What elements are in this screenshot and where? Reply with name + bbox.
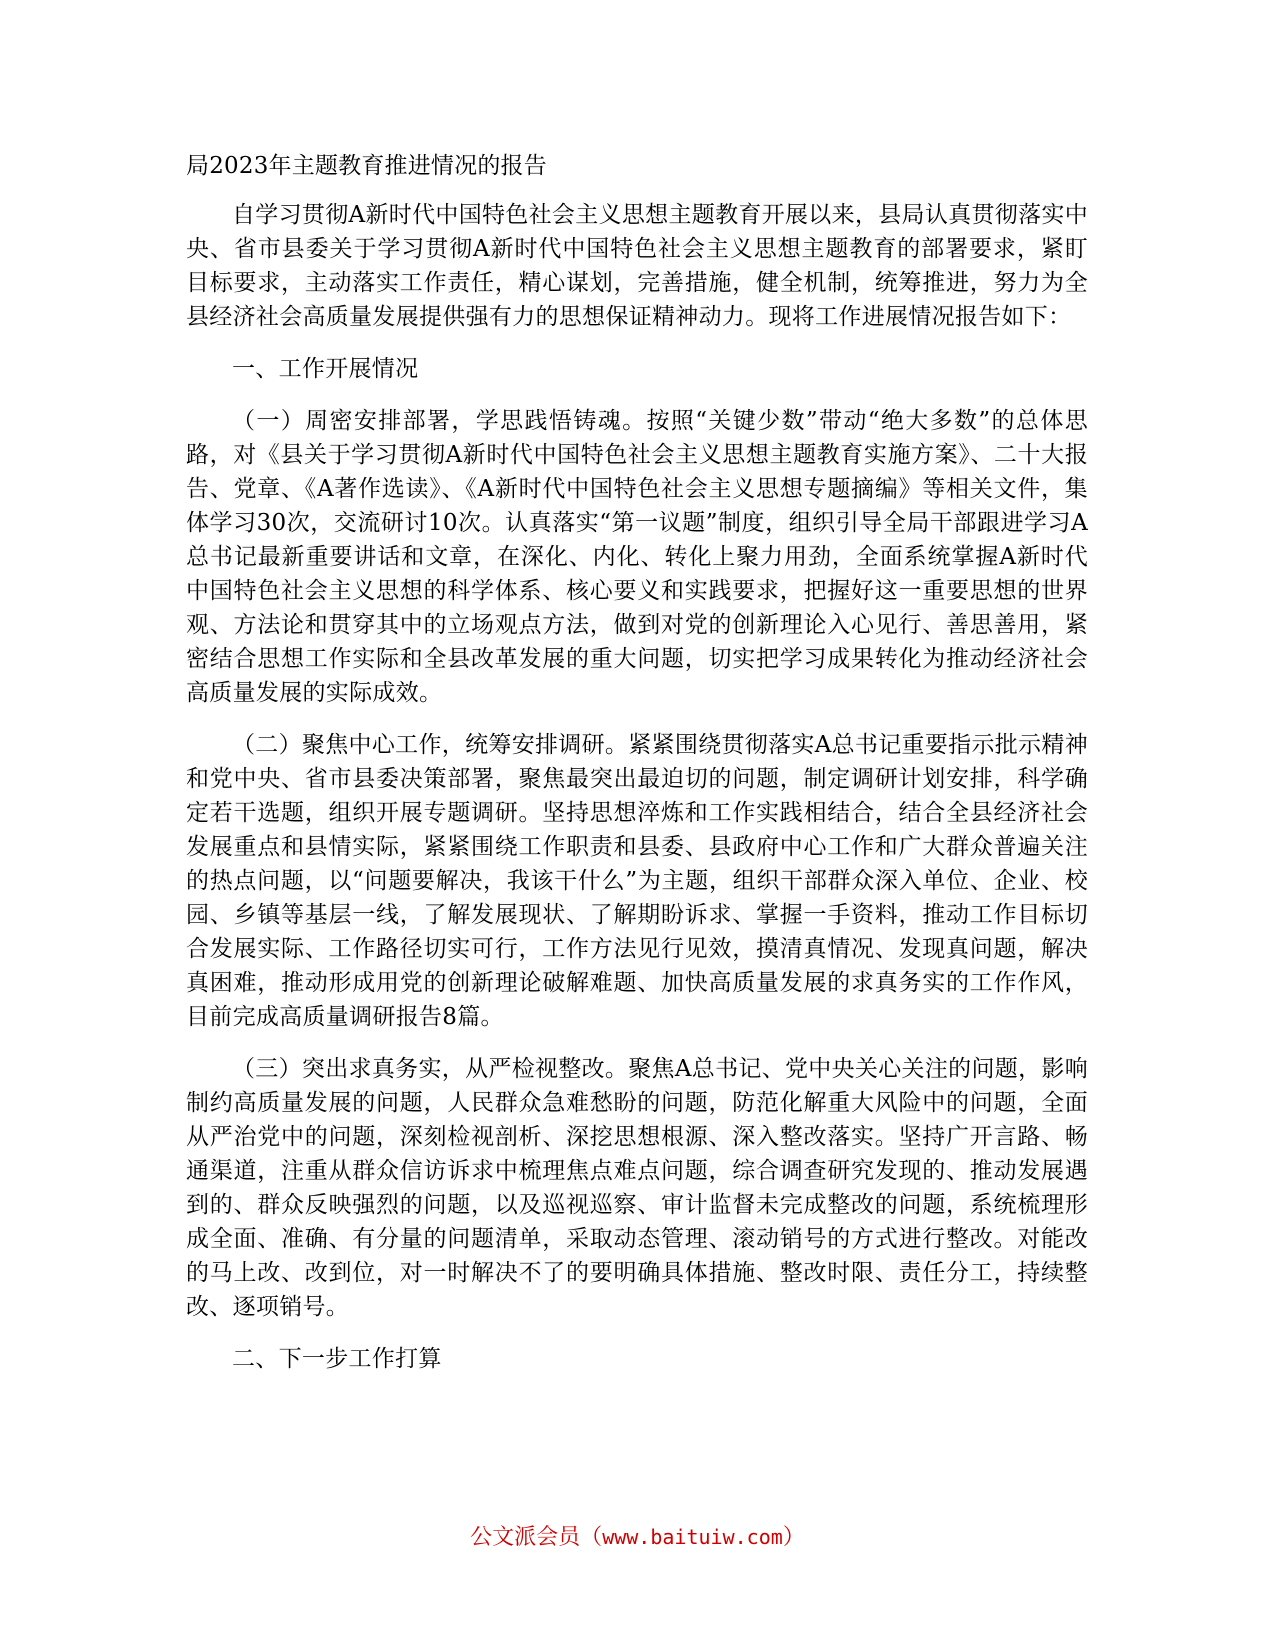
document-body: [186, 150, 1088, 1394]
footer-close: ）: [782, 1525, 805, 1550]
item-paragraph-3: （三）突出求真务实，从严检视整改。聚焦A总书记、党中央关心关注的问题，影响制约高质量发展的问题，人民群众急难愁盼的问题，防范化解重大风险中的问题，全面从严治党中的问题，深刻检视剖析、深挖思想根源、深入整改落实。坚持广开言路、畅通渠道，注重从群众信访诉求中梳理焦点难点问题，综合调查研究发现的、推动发展遇到的、群众反映强烈的问题，以及巡视巡察、审计监督未完成整改的问题，系统梳理形成全面、准确、有分量的问题清单，采取动态管理、滚动销号的方式进行整改。对能改的马上改、改到位，对一时解决不了的要明确具体措施、整改时限、责任分工，持续整改、逐项销号。: [186, 1056, 1088, 1320]
footer-url-link[interactable]: www.baituiw.com: [602, 1525, 783, 1549]
intro-paragraph: 自学习贯彻A新时代中国特色社会主义思想主题教育开展以来，县局认真贯彻落实中央、省市县委关于学习贯彻A新时代中国特色社会主义思想主题教育的部署要求，紧盯目标要求，主动落实工作责任，精心谋划，完善措施，健全机制，统筹推进，努力为全县经济社会高质量发展提供强有力的思想保证精神动力。现将工作进展情况报告如下：: [186, 202, 1088, 330]
item-paragraph-2: （二）聚焦中心工作，统筹安排调研。紧紧围绕贯彻落实A总书记重要指示批示精神和党中央、省市县委决策部署，聚焦最突出最迫切的问题，制定调研计划安排，科学确定若干选题，组织开展专题调研。坚持思想淬炼和工作实践相结合，结合全县经济社会发展重点和县情实际，紧紧围绕工作职责和县委、县政府中心工作和广大群众普遍关注的热点问题，以“问题要解决，我该干什么”为主题，组织干部群众深入单位、企业、校园、乡镇等基层一线，了解发展现状、了解期盼诉求、掌握一手资料，推动工作目标切合发展实际、工作路径切实可行，工作方法见行见效，摸清真情况、发现真问题，解决真困难，推动形成用党的创新理论破解难题、加快高质量发展的求真务实的工作作风，目前完成高质量调研报告8篇。: [186, 732, 1088, 1030]
footer-label: 公文派会员（: [470, 1525, 603, 1550]
footer-watermark: [0, 1522, 1275, 1553]
item-paragraph-1: （一）周密安排部署，学思践悟铸魂。按照“关键少数”带动“绝大多数”的总体思路，对《县关于学习贯彻A新时代中国特色社会主义思想主题教育实施方案》、二十大报告、党章、《A著作选读》、《A新时代中国特色社会主义思想专题摘编》等相关文件，集体学习30次，交流研讨10次。认真落实“第一议题”制度，组织引导全局干部跟进学习A总书记最新重要讲话和文章，在深化、内化、转化上聚力用劲，全面系统掌握A新时代中国特色社会主义思想的科学体系、核心要义和实践要求，把握好这一重要思想的世界观、方法论和贯穿其中的立场观点方法，做到对党的创新理论入心见行、善思善用，紧密结合思想工作实际和全县改革发展的重大问题，切实把学习成果转化为推动经济社会高质量发展的实际成效。: [186, 408, 1088, 706]
section-heading-work-progress: 一、工作开展情况: [232, 356, 419, 382]
section-heading-next-steps: 二、下一步工作打算: [232, 1346, 442, 1372]
document-title: 局2023年主题教育推进情况的报告: [186, 153, 547, 179]
